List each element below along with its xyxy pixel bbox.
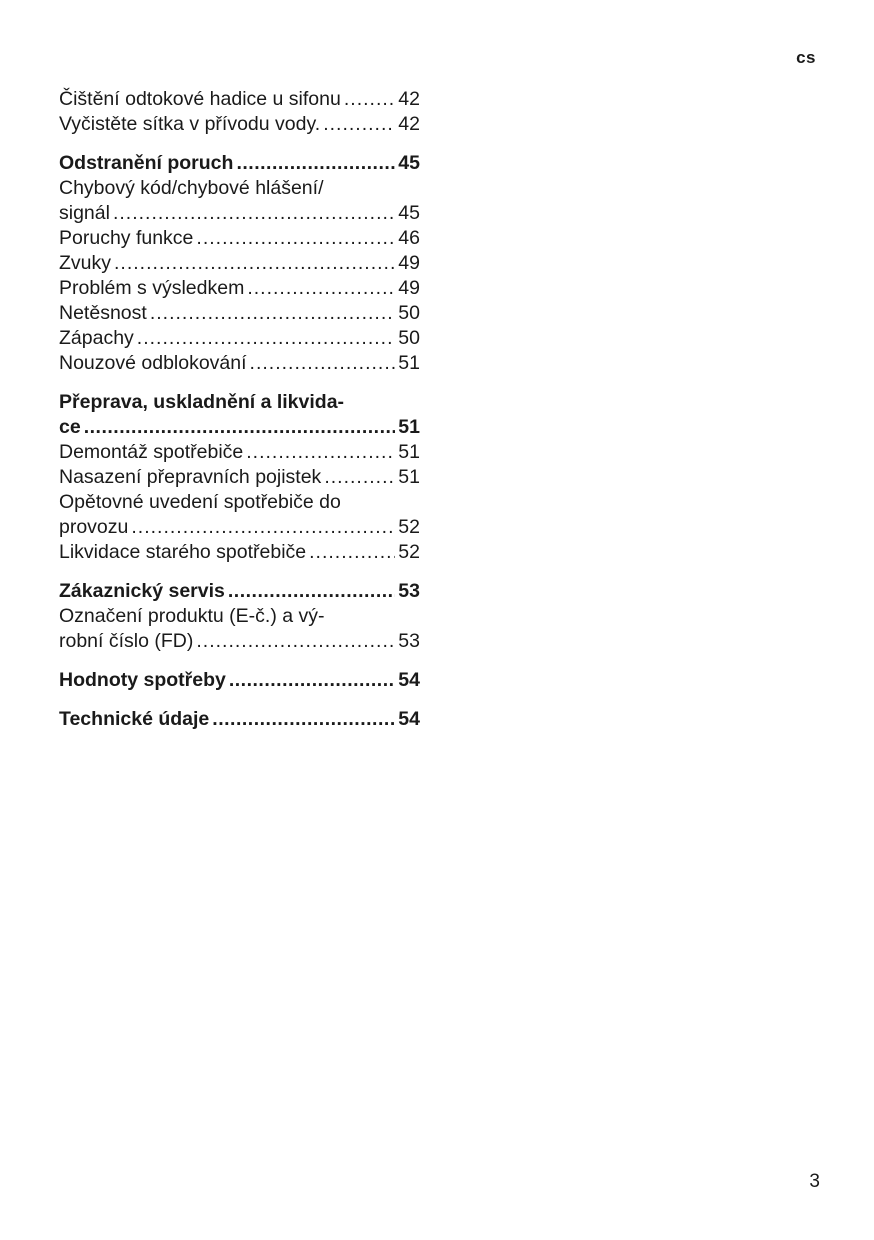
dot-leader [247,276,395,301]
language-code: cs [796,48,816,67]
toc-entry-title-line1: Přeprava, uskladnění a likvida- [59,391,345,413]
toc-entry[interactable] [59,301,420,326]
toc-entry[interactable] [59,351,420,376]
toc-entry-page: 52 [398,516,420,538]
dot-leader [113,201,395,226]
dot-leader [131,515,395,540]
toc-entry-title: Netěsnost [59,302,147,324]
toc-entry[interactable] [59,276,420,301]
toc-entry-page: 53 [398,630,420,652]
toc-entry[interactable] [59,490,420,540]
toc-entry-page: 46 [398,227,420,249]
dot-leader [344,87,395,112]
dot-leader [137,326,396,351]
toc-entry-title-line1: Chybový kód/chybové hlášení/ [59,177,324,199]
dot-leader [196,226,395,251]
toc-entry-title: Poruchy funkce [59,227,194,249]
toc-entry-title: ce [59,416,81,438]
dot-leader [236,151,395,176]
toc-entry-title: Technické údaje [59,708,210,730]
toc-entry[interactable] [59,251,420,276]
dot-leader [150,301,395,326]
toc-entry-page: 49 [398,252,420,274]
toc-entry-title: Čištění odtokové hadice u sifonu [59,88,341,110]
toc-entry-page: 50 [398,327,420,349]
toc-entry[interactable] [59,176,420,226]
dot-leader [246,440,395,465]
dot-leader [114,251,395,276]
toc-entry[interactable] [59,465,420,490]
toc-entry-page: 51 [398,352,420,374]
dot-leader [324,465,395,490]
toc-entry-page: 54 [398,669,420,691]
toc-entry-title: robní číslo (FD) [59,630,194,652]
toc-entry-page: 53 [398,580,420,602]
table-of-contents [59,87,420,732]
dot-leader [250,351,396,376]
toc-entry-title-line1: Opětovné uvedení spotřebiče do [59,491,341,513]
toc-entry-page: 51 [398,466,420,488]
toc-entry-title: signál [59,202,110,224]
toc-entry-page: 51 [398,441,420,463]
dot-leader [229,668,395,693]
toc-entry-title: Odstranění poruch [59,152,234,174]
dot-leader [309,540,395,565]
toc-entry[interactable] [59,707,420,732]
toc-entry-page: 52 [398,541,420,563]
toc-entry-page: 45 [398,202,420,224]
toc-entry-page: 42 [398,113,420,135]
toc-entry[interactable] [59,226,420,251]
toc-entry-title: Zvuky [59,252,112,274]
toc-entry-title: Nouzové odblokování [59,352,247,374]
toc-entry[interactable] [59,326,420,351]
toc-entry-page: 51 [398,416,420,438]
toc-entry-title: Zákaznický servis [59,580,225,602]
toc-entry[interactable] [59,440,420,465]
dot-leader [323,112,395,137]
dot-leader [228,579,395,604]
dot-leader [196,629,395,654]
dot-leader [212,707,395,732]
toc-entry-page: 49 [398,277,420,299]
toc-entry[interactable] [59,540,420,565]
toc-entry[interactable] [59,579,420,604]
toc-entry[interactable] [59,151,420,176]
toc-entry-title-line1: Označení produktu (E-č.) a vý- [59,605,325,627]
page-number: 3 [809,1171,820,1192]
dot-leader [84,415,396,440]
toc-entry[interactable] [59,112,420,137]
toc-entry[interactable] [59,87,420,112]
toc-entry-title: provozu [59,516,129,538]
toc-entry-title: Hodnoty spotřeby [59,669,226,691]
toc-entry-title: Likvidace starého spotřebiče [59,541,307,563]
toc-entry-title: Problém s výsledkem [59,277,245,299]
toc-entry-page: 54 [398,708,420,730]
toc-entry-page: 50 [398,302,420,324]
toc-entry-title: Demontáž spotřebiče [59,441,244,463]
toc-entry[interactable] [59,390,420,440]
toc-entry-title: Zápachy [59,327,134,349]
toc-entry-page: 45 [398,152,420,174]
toc-entry[interactable] [59,604,420,654]
toc-entry-title: Nasazení přepravních pojistek [59,466,322,488]
toc-entry[interactable] [59,668,420,693]
toc-entry-title: Vyčistěte sítka v přívodu vody. [59,113,321,135]
toc-entry-page: 42 [398,88,420,110]
